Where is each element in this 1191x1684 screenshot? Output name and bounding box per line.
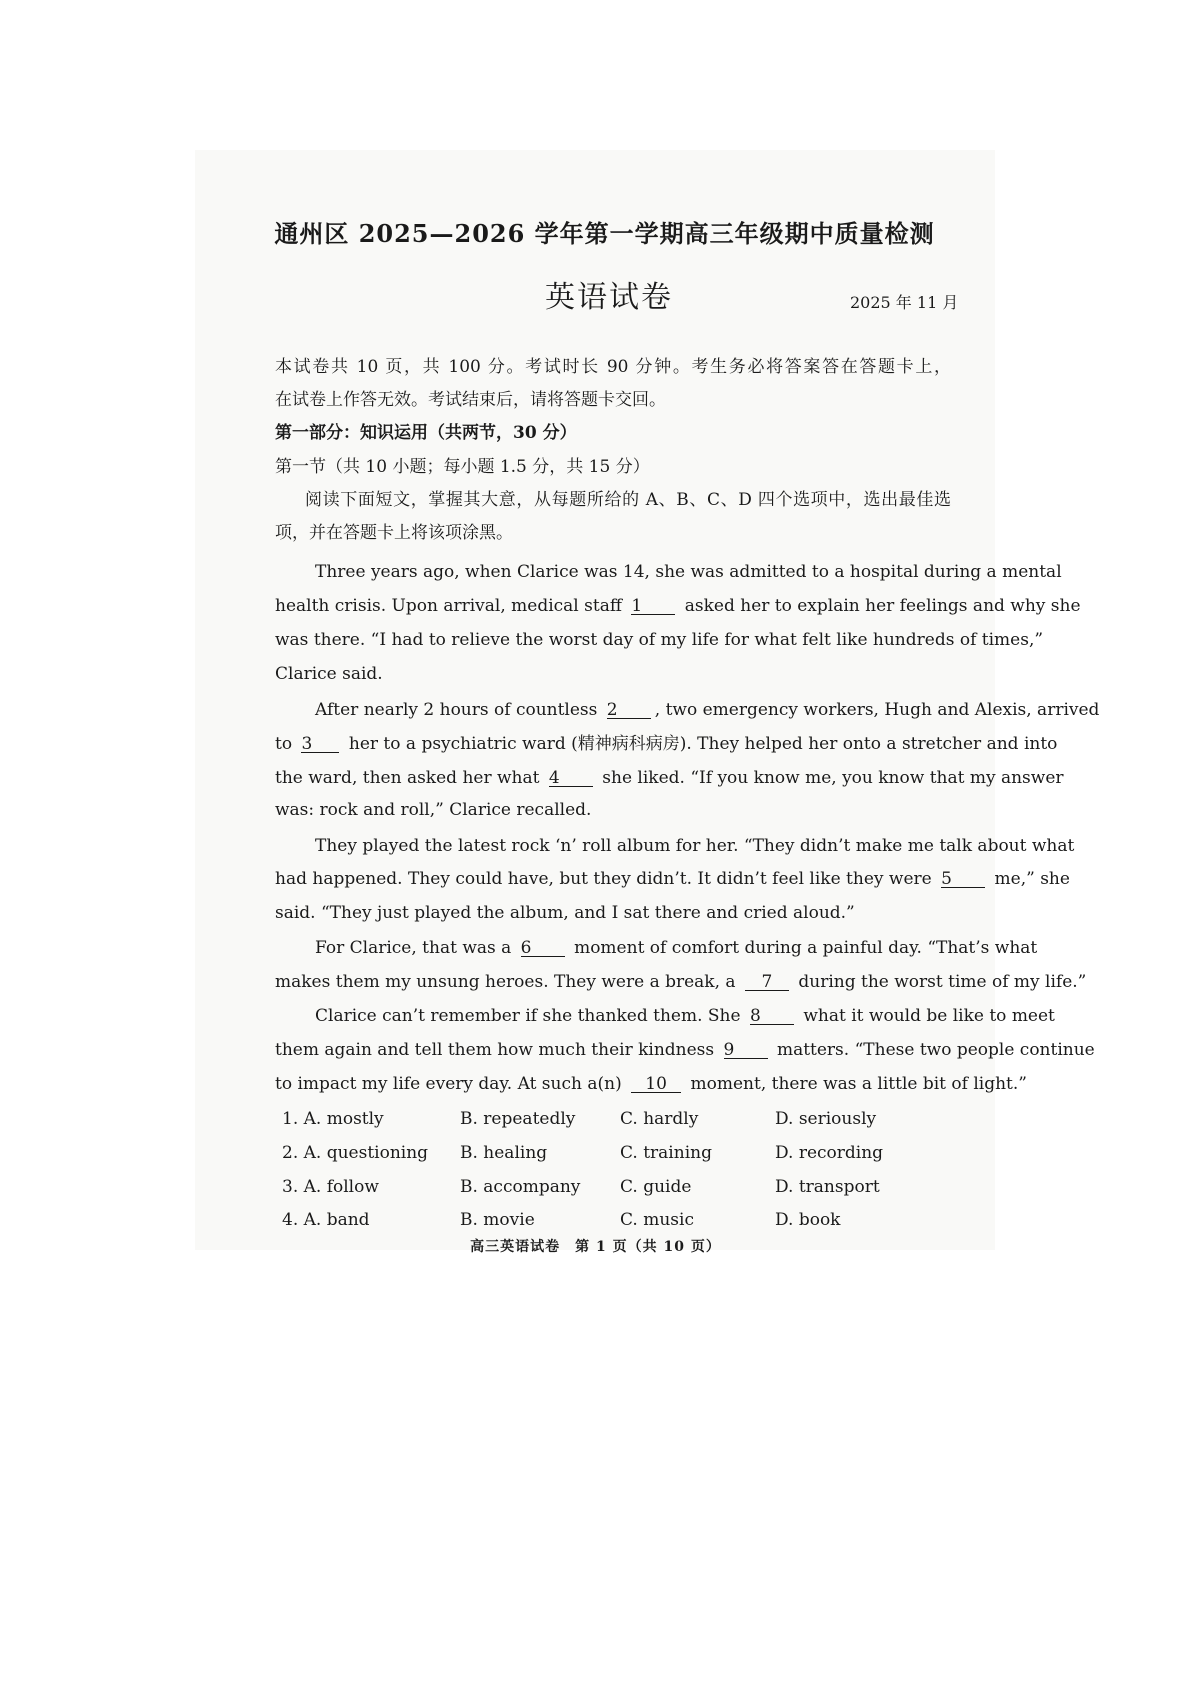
passage-line: They played the latest rock ‘n’ roll album for her. “They didn’t make me talk about what	[315, 836, 1075, 856]
passage-line: said. “They just played the album, and I sat there and cried aloud.”	[275, 903, 855, 923]
exam-date: 2025 年 11 月	[850, 293, 959, 312]
passage-text: to	[275, 734, 293, 754]
instructions-line-2: 在试卷上作答无效。考试结束后，请将答题卡交回。	[275, 390, 666, 410]
passage-text: the ward, then asked her what	[275, 768, 540, 788]
option-4b: B. movie	[460, 1210, 535, 1230]
passage-text: what it would be like to meet	[803, 1006, 1055, 1026]
option-3a: 3. A. follow	[282, 1177, 379, 1197]
blank-4: 4	[549, 770, 593, 787]
option-3b: B. accompany	[460, 1177, 581, 1197]
blank-9: 9	[724, 1042, 768, 1059]
passage-line	[275, 869, 1070, 889]
passage-line	[315, 1006, 1055, 1026]
option-1b: B. repeatedly	[460, 1109, 576, 1129]
passage-line	[275, 1074, 1027, 1094]
option-3d: D. transport	[775, 1177, 880, 1197]
passage-line	[275, 972, 1087, 992]
passage-text: For Clarice, that was a	[315, 938, 512, 958]
blank-5: 5	[941, 871, 985, 888]
passage-text: moment of comfort during a painful day. “That’s what	[574, 938, 1038, 958]
passage-text: asked her to explain her feelings and why she	[684, 596, 1081, 616]
blank-7: 7	[745, 974, 789, 991]
blank-1: 1	[631, 598, 675, 615]
passage-text: After nearly 2 hours of countless	[315, 700, 598, 720]
passage-text: health crisis. Upon arrival, medical staff	[275, 596, 622, 616]
passage-line	[315, 938, 1038, 958]
blank-3: 3	[301, 736, 339, 753]
blank-6: 6	[521, 940, 565, 957]
passage-text: makes them my unsung heroes. They were a break, a	[275, 972, 736, 992]
passage-text: her to a psychiatric ward (精神病科病房). They helped her onto a stretcher and into	[348, 734, 1058, 754]
option-1d: D. seriously	[775, 1109, 877, 1129]
passage-line	[275, 734, 1058, 754]
passage-text: , two emergency workers, Hugh and Alexis, arrived	[654, 700, 1100, 720]
section1-heading: 第一节（共 10 小题；每小题 1.5 分，共 15 分）	[275, 457, 650, 477]
part1-heading: 第一部分：知识运用（共两节，30 分）	[275, 423, 577, 443]
passage-line	[315, 700, 1100, 720]
passage-line	[275, 1040, 1095, 1060]
passage-line	[275, 768, 1064, 788]
option-2b: B. healing	[460, 1143, 548, 1163]
passage-text: had happened. They could have, but they didn’t. It didn’t feel like they were	[275, 869, 932, 889]
passage-text: to impact my life every day. At such a(n)	[275, 1074, 622, 1094]
page-footer: 高三英语试卷 第 1 页（共 10 页）	[470, 1239, 721, 1255]
directions-line-2: 项，并在答题卡上将该项涂黑。	[275, 523, 513, 543]
passage-line: was: rock and roll,” Clarice recalled.	[275, 800, 592, 820]
option-2d: D. recording	[775, 1143, 884, 1163]
subject-title: 英语试卷	[545, 280, 673, 315]
exam-title: 通州区 2025—2026 学年第一学期高三年级期中质量检测	[274, 219, 935, 248]
passage-text: moment, there was a little bit of light.”	[690, 1074, 1027, 1094]
option-4d: D. book	[775, 1210, 841, 1230]
option-2c: C. training	[620, 1143, 712, 1163]
passage-text: Clarice can’t remember if she thanked them. She	[315, 1006, 741, 1026]
passage-line	[275, 596, 1081, 616]
option-1a: 1. A. mostly	[282, 1109, 384, 1129]
passage-text: me,” she	[994, 869, 1070, 889]
passage-line: Three years ago, when Clarice was 14, she was admitted to a hospital during a mental	[315, 562, 1062, 582]
option-3c: C. guide	[620, 1177, 692, 1197]
passage-text: during the worst time of my life.”	[798, 972, 1087, 992]
blank-2: 2	[607, 702, 651, 719]
passage-text: matters. “These two people continue	[776, 1040, 1095, 1060]
passage-text: she liked. “If you know me, you know that my answer	[602, 768, 1064, 788]
blank-8: 8	[750, 1008, 794, 1025]
option-2a: 2. A. questioning	[282, 1143, 429, 1163]
option-4c: C. music	[620, 1210, 694, 1230]
option-4a: 4. A. band	[282, 1210, 370, 1230]
directions-line-1: 阅读下面短文，掌握其大意，从每题所给的 A、B、C、D 四个选项中，选出最佳选	[305, 490, 951, 510]
passage-line: was there. “I had to relieve the worst day of my life for what felt like hundreds of times,”	[275, 630, 1044, 650]
passage-line: Clarice said.	[275, 664, 383, 684]
passage-text: them again and tell them how much their kindness	[275, 1040, 715, 1060]
instructions-line-1: 本试卷共 10 页，共 100 分。考试时长 90 分钟。考生务必将答案答在答题卡上，	[275, 357, 951, 377]
blank-10: 10	[631, 1076, 681, 1093]
option-1c: C. hardly	[620, 1109, 699, 1129]
